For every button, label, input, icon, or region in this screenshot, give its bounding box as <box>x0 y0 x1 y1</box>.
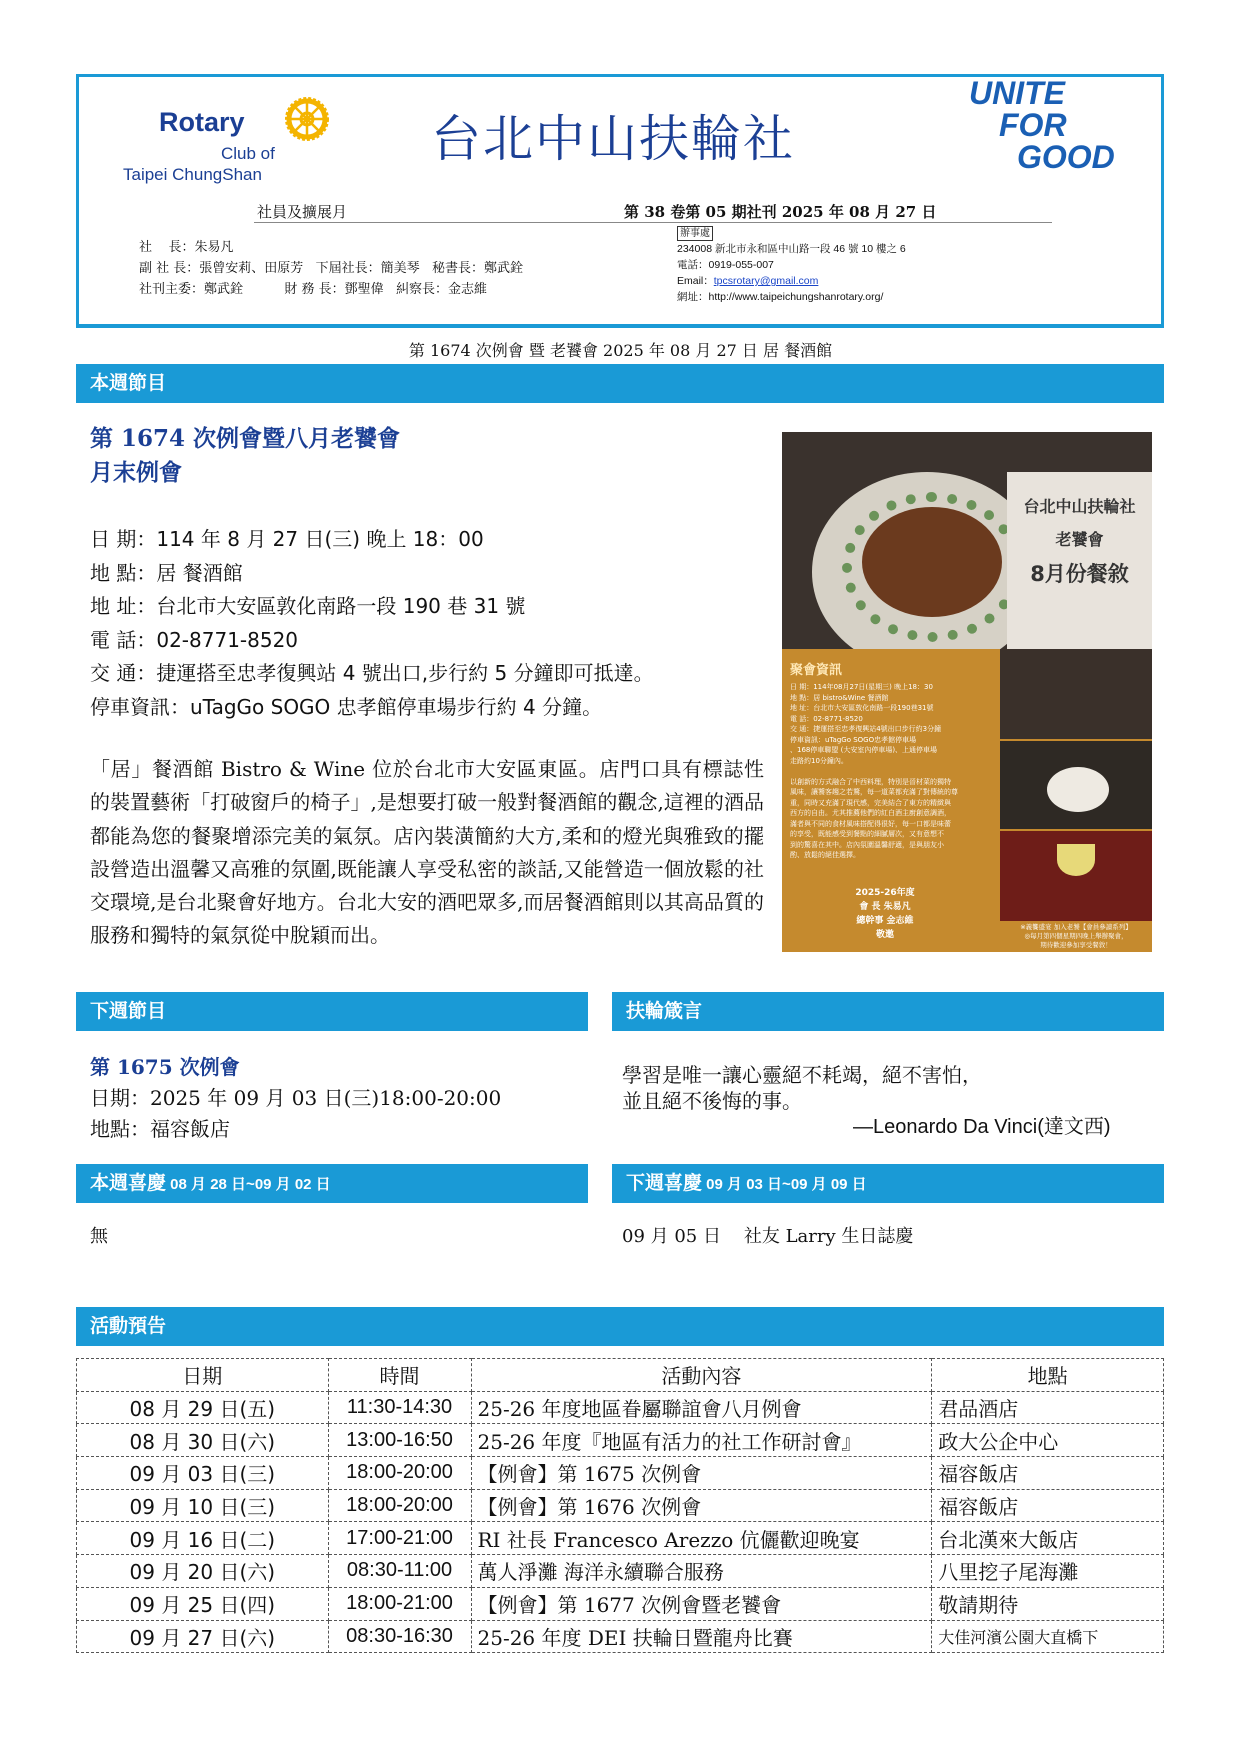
table-row <box>77 1522 1164 1555</box>
poster-info-line: 地 址：台北市大安區敦化南路一段190巷31號 <box>790 704 934 712</box>
this-week-title-line: 月末例會 <box>90 459 182 486</box>
table-row <box>77 1620 1164 1653</box>
cell-place: 政大公企中心 <box>932 1424 1164 1457</box>
celebration-label: 本週喜慶 <box>90 1172 167 1194</box>
detail-date: 日 期：114 年 8 月 27 日(三) 晚上 18：00 <box>90 527 484 551</box>
poster-sign-line: 總幹事 金志維 <box>856 916 914 926</box>
office-info <box>677 225 906 305</box>
table-row <box>77 1391 1164 1424</box>
poster-photo-dish <box>782 432 1152 649</box>
next-week-info <box>90 1052 501 1145</box>
meeting-line: 第 1674 次例會 暨 老饕會 2025 年 08 月 27 日 居 餐酒館 <box>408 341 833 360</box>
celebration-range: 09 月 03 日~09 月 09 日 <box>702 1176 867 1193</box>
cell-place: 君品酒店 <box>932 1391 1164 1424</box>
email-label: Email： <box>677 275 714 287</box>
motto-line: 並且絕不後悔的事。 <box>622 1089 802 1113</box>
detail-place: 地 點：居 餐酒館 <box>90 560 243 585</box>
unite-for-good-logo <box>969 77 1115 173</box>
cell-place: 福容飯店 <box>932 1489 1164 1522</box>
poster-info-line: 到的驚喜在其中。店內氛圍溫馨舒適，是與朋友小 <box>790 840 944 849</box>
poster-info-line: 電 話：02-8771-8520 <box>790 714 863 723</box>
cell-content: 【例會】第 1676 次例會 <box>471 1489 932 1522</box>
poster-info-title: 聚會資訊 <box>790 663 843 678</box>
col-header-date: 日期 <box>77 1359 329 1392</box>
table-row <box>77 1424 1164 1457</box>
poster-info-line: 走路約10分鐘內。 <box>790 756 848 765</box>
poster-info-line: 以創新的方式融合了中西料理，特別是晉材菜的獨特 <box>790 777 951 786</box>
activities-table <box>76 1358 1164 1653</box>
poster-photo-rice <box>1000 741 1152 829</box>
poster-info-panel <box>782 649 1152 952</box>
club-city-text: Taipei ChungShan <box>123 165 262 184</box>
detail-address: 地 址：台北市大安區敦化南路一段 190 巷 31 號 <box>90 594 526 618</box>
cell-place: 敬請期待 <box>932 1587 1164 1620</box>
cell-time: 08:30-11:00 <box>328 1555 471 1588</box>
next-week-celebration-bar <box>612 1164 1164 1203</box>
cell-time: 17:00-21:00 <box>328 1522 471 1555</box>
cell-date: 09 月 10 日(三) <box>77 1489 329 1522</box>
poster-note-line: ◎每月第四個星期四晚上舉辦聚會， <box>1024 932 1128 940</box>
next-week-bar: 下週節目 <box>76 992 588 1031</box>
col-header-place: 地點 <box>932 1359 1164 1392</box>
poster-photo-room <box>1000 649 1152 739</box>
cell-content: RI 社長 Francesco Arezzo 伉儷歡迎晚宴 <box>471 1522 932 1555</box>
poster-sign-line: 敬邀 <box>875 930 894 940</box>
good-word: GOOD <box>1017 139 1115 175</box>
poster-card-club: 台北中山扶輪社 <box>1023 497 1136 516</box>
cell-place: 八里挖子尾海灘 <box>932 1555 1164 1588</box>
activities-bar: 活動預告 <box>76 1307 1164 1346</box>
table-row <box>77 1489 1164 1522</box>
motto-author: —Leonardo Da Vinci(達文西) <box>853 1116 1111 1138</box>
poster-note-line: 期待歡迎參加享受餐敘！ <box>1040 941 1112 949</box>
table-header-row <box>77 1359 1164 1392</box>
cell-date: 09 月 27 日(六) <box>77 1620 329 1653</box>
unite-word: UNITE <box>969 75 1065 111</box>
office-phone: 電話：0919-055-007 <box>677 259 774 271</box>
food-image <box>862 507 1002 617</box>
cell-time: 08:30-16:30 <box>328 1620 471 1653</box>
cell-time: 18:00-20:00 <box>328 1489 471 1522</box>
cell-date: 08 月 30 日(六) <box>77 1424 329 1457</box>
next-week-celebration-text: 09 月 05 日 社友 Larry 生日誌慶 <box>622 1226 914 1247</box>
detail-phone: 電 話：02-8771-8520 <box>90 627 299 652</box>
poster-card-event: 老饕會 <box>1055 530 1104 549</box>
this-week-celebration-bar <box>76 1164 588 1203</box>
poster-info-line: 西方的自由。尤其推薦他們的紅白酒主廚創意調酒， <box>790 809 951 817</box>
motto-text <box>622 1062 982 1114</box>
celebration-range: 08 月 28 日~09 月 02 日 <box>166 1176 331 1193</box>
cell-time: 11:30-14:30 <box>328 1391 471 1424</box>
cell-content: 萬人淨灘 海洋永續聯合服務 <box>471 1555 932 1588</box>
issue-divider <box>254 222 1052 223</box>
cell-date: 09 月 25 日(四) <box>77 1587 329 1620</box>
website-link[interactable]: 網址：http://www.taipeichungshanrotary.org/ <box>677 291 884 303</box>
event-poster <box>782 432 1152 952</box>
rotary-logo <box>101 87 301 187</box>
venue-description: 「居」餐酒館 Bistro & Wine 位於台北市大安區東區。店門口具有標誌性的裝置藝術「打破窗戶的椅子」,是想要打破一般對餐酒館的觀念,這裡的酒品都能為您的餐聚增添完美的氣氛。店內裝潢簡約大方,柔和的燈光與雅致的擺設營造出溫馨又高雅的氛圍,既能讓人享受私密的談話,又能營造一個放鬆的社交環境,是台北聚會好地方。台北大安的酒吧眾多,而居餐酒館則以其高品質的服務和獨特的氣氛從中脫穎而出。 <box>90 757 764 948</box>
club-title: 台北中山扶輪社 <box>431 110 795 168</box>
masthead <box>76 74 1164 328</box>
this-week-title-line: 第 1674 次例會暨八月老饕會 <box>90 425 401 452</box>
col-header-content: 活動內容 <box>471 1359 932 1392</box>
poster-card-month: 8月份餐敘 <box>1030 562 1129 586</box>
this-week-celebration-text: 無 <box>90 1226 108 1247</box>
cell-place: 大佳河濱公園大直橋下 <box>932 1620 1164 1653</box>
club-of-text: Club of <box>221 144 275 163</box>
poster-info-line: 地 點：居 bistro&Wine 餐酒館 <box>790 693 889 702</box>
table-row <box>77 1457 1164 1490</box>
motto-bar: 扶輪箴言 <box>612 992 1164 1031</box>
poster-info-line: 酌、放鬆的絕佳選擇。 <box>790 851 860 859</box>
detail-transport: 交 通：捷運搭至忠孝復興站 4 號出口,步行約 5 分鐘即可抵達。 <box>90 661 654 685</box>
poster-info-line: 滿者與不同的食材風味搭配得很好，每一口都是味蕾 <box>790 819 951 828</box>
cell-content: 25-26 年度地區眷屬聯誼會八月例會 <box>471 1391 932 1424</box>
cell-place: 台北漢來大飯店 <box>932 1522 1164 1555</box>
poster-info-line: 交 通：捷運搭至忠孝復興站4號出口步行約3分鐘 <box>790 725 942 733</box>
poster-info-line: 的享受，既能感受到餐點的細膩層次，又有意想不 <box>790 830 944 838</box>
cell-date: 09 月 20 日(六) <box>77 1555 329 1588</box>
detail-parking: 停車資訊：uTagGo SOGO 忠孝館停車場步行約 4 分鐘。 <box>90 694 603 719</box>
officer-line: 社 長：朱易凡 <box>139 240 234 255</box>
poster-photo-cocktail <box>1000 831 1152 921</box>
cell-time: 18:00-21:00 <box>328 1587 471 1620</box>
officers-list <box>139 237 523 300</box>
next-week-title: 第 1675 次例會 <box>90 1055 240 1079</box>
poster-info-line <box>790 766 985 777</box>
motto-line: 學習是唯一讓心靈絕不耗竭，絕不害怕， <box>622 1063 982 1087</box>
next-week-place: 地點：福容飯店 <box>90 1117 230 1141</box>
poster-sign-line: 會 長 朱易凡 <box>859 902 911 912</box>
cell-place: 福容飯店 <box>932 1457 1164 1490</box>
poster-note-line: ※義饗盛宴 加入老饕【會員參讀系列】 <box>1020 923 1132 931</box>
poster-info-line: 、168停車聯盟 (大安室內停車場)、上通停車場 <box>790 746 938 754</box>
this-week-title <box>90 422 400 490</box>
poster-note <box>1000 923 1152 950</box>
cell-time: 18:00-20:00 <box>328 1457 471 1490</box>
rotary-wheel-icon <box>285 97 329 141</box>
cell-date: 09 月 16 日(二) <box>77 1522 329 1555</box>
poster-info-line: 停車資訊：uTagGo SOGO忠孝館停車場 <box>790 735 917 744</box>
cell-date: 09 月 03 日(三) <box>77 1457 329 1490</box>
for-word: FOR <box>999 107 1067 143</box>
col-header-time: 時間 <box>328 1359 471 1392</box>
celebration-label: 下週喜慶 <box>626 1172 703 1194</box>
poster-info-line: 日 期：114年08月27日(星期三) 晚上18：30 <box>790 683 933 691</box>
poster-info-line: 重，同時又充滿了現代感，完美結合了東方的精緻與 <box>790 798 951 807</box>
cell-content: 25-26 年度『地區有活力的社工作研討會』 <box>471 1424 932 1457</box>
poster-card <box>1007 472 1152 649</box>
table-row <box>77 1555 1164 1588</box>
poster-signature <box>790 886 980 942</box>
poster-sign-line: 2025-26年度 <box>855 888 915 898</box>
officer-line: 社刊主委：鄭武銓 財 務 長：鄧聖偉 糾察長：金志維 <box>139 282 487 297</box>
issue-number: 第 38 卷第 05 期社刊 2025 年 08 月 27 日 <box>624 203 937 221</box>
next-week-date: 日期：2025 年 09 月 03 日(三)18:00-20:00 <box>90 1086 502 1110</box>
this-week-details <box>90 523 654 724</box>
this-week-bar: 本週節目 <box>76 364 1164 403</box>
cocktail-image <box>1057 844 1095 876</box>
cell-time: 13:00-16:50 <box>328 1424 471 1457</box>
poster-info-lines <box>790 682 985 861</box>
cell-content: 25-26 年度 DEI 扶輪日暨龍舟比賽 <box>471 1620 932 1653</box>
cell-content: 【例會】第 1675 次例會 <box>471 1457 932 1490</box>
officer-line: 副 社 長：張曾安莉、田原芳 下屆社長：簡美琴 秘書長：鄭武銓 <box>139 261 524 276</box>
issue-theme: 社員及擴展月 <box>257 203 348 221</box>
table-row <box>77 1587 1164 1620</box>
office-address: 234008 新北市永和區中山路一段 46 號 10 樓之 6 <box>677 243 906 255</box>
poster-info <box>790 659 985 861</box>
rotary-wordmark: Rotary <box>159 107 245 137</box>
rice-image <box>1047 767 1109 812</box>
cell-content: 【例會】第 1677 次例會暨老饕會 <box>471 1587 932 1620</box>
poster-info-line: 風味，讓饕客趨之若鶩，每一道菜都充滿了對傳統的尊 <box>790 788 958 796</box>
office-tag: 辦事處 <box>677 226 713 241</box>
email-link[interactable]: tpcsrotary@gmail.com <box>713 275 819 287</box>
cell-date: 08 月 29 日(五) <box>77 1391 329 1424</box>
